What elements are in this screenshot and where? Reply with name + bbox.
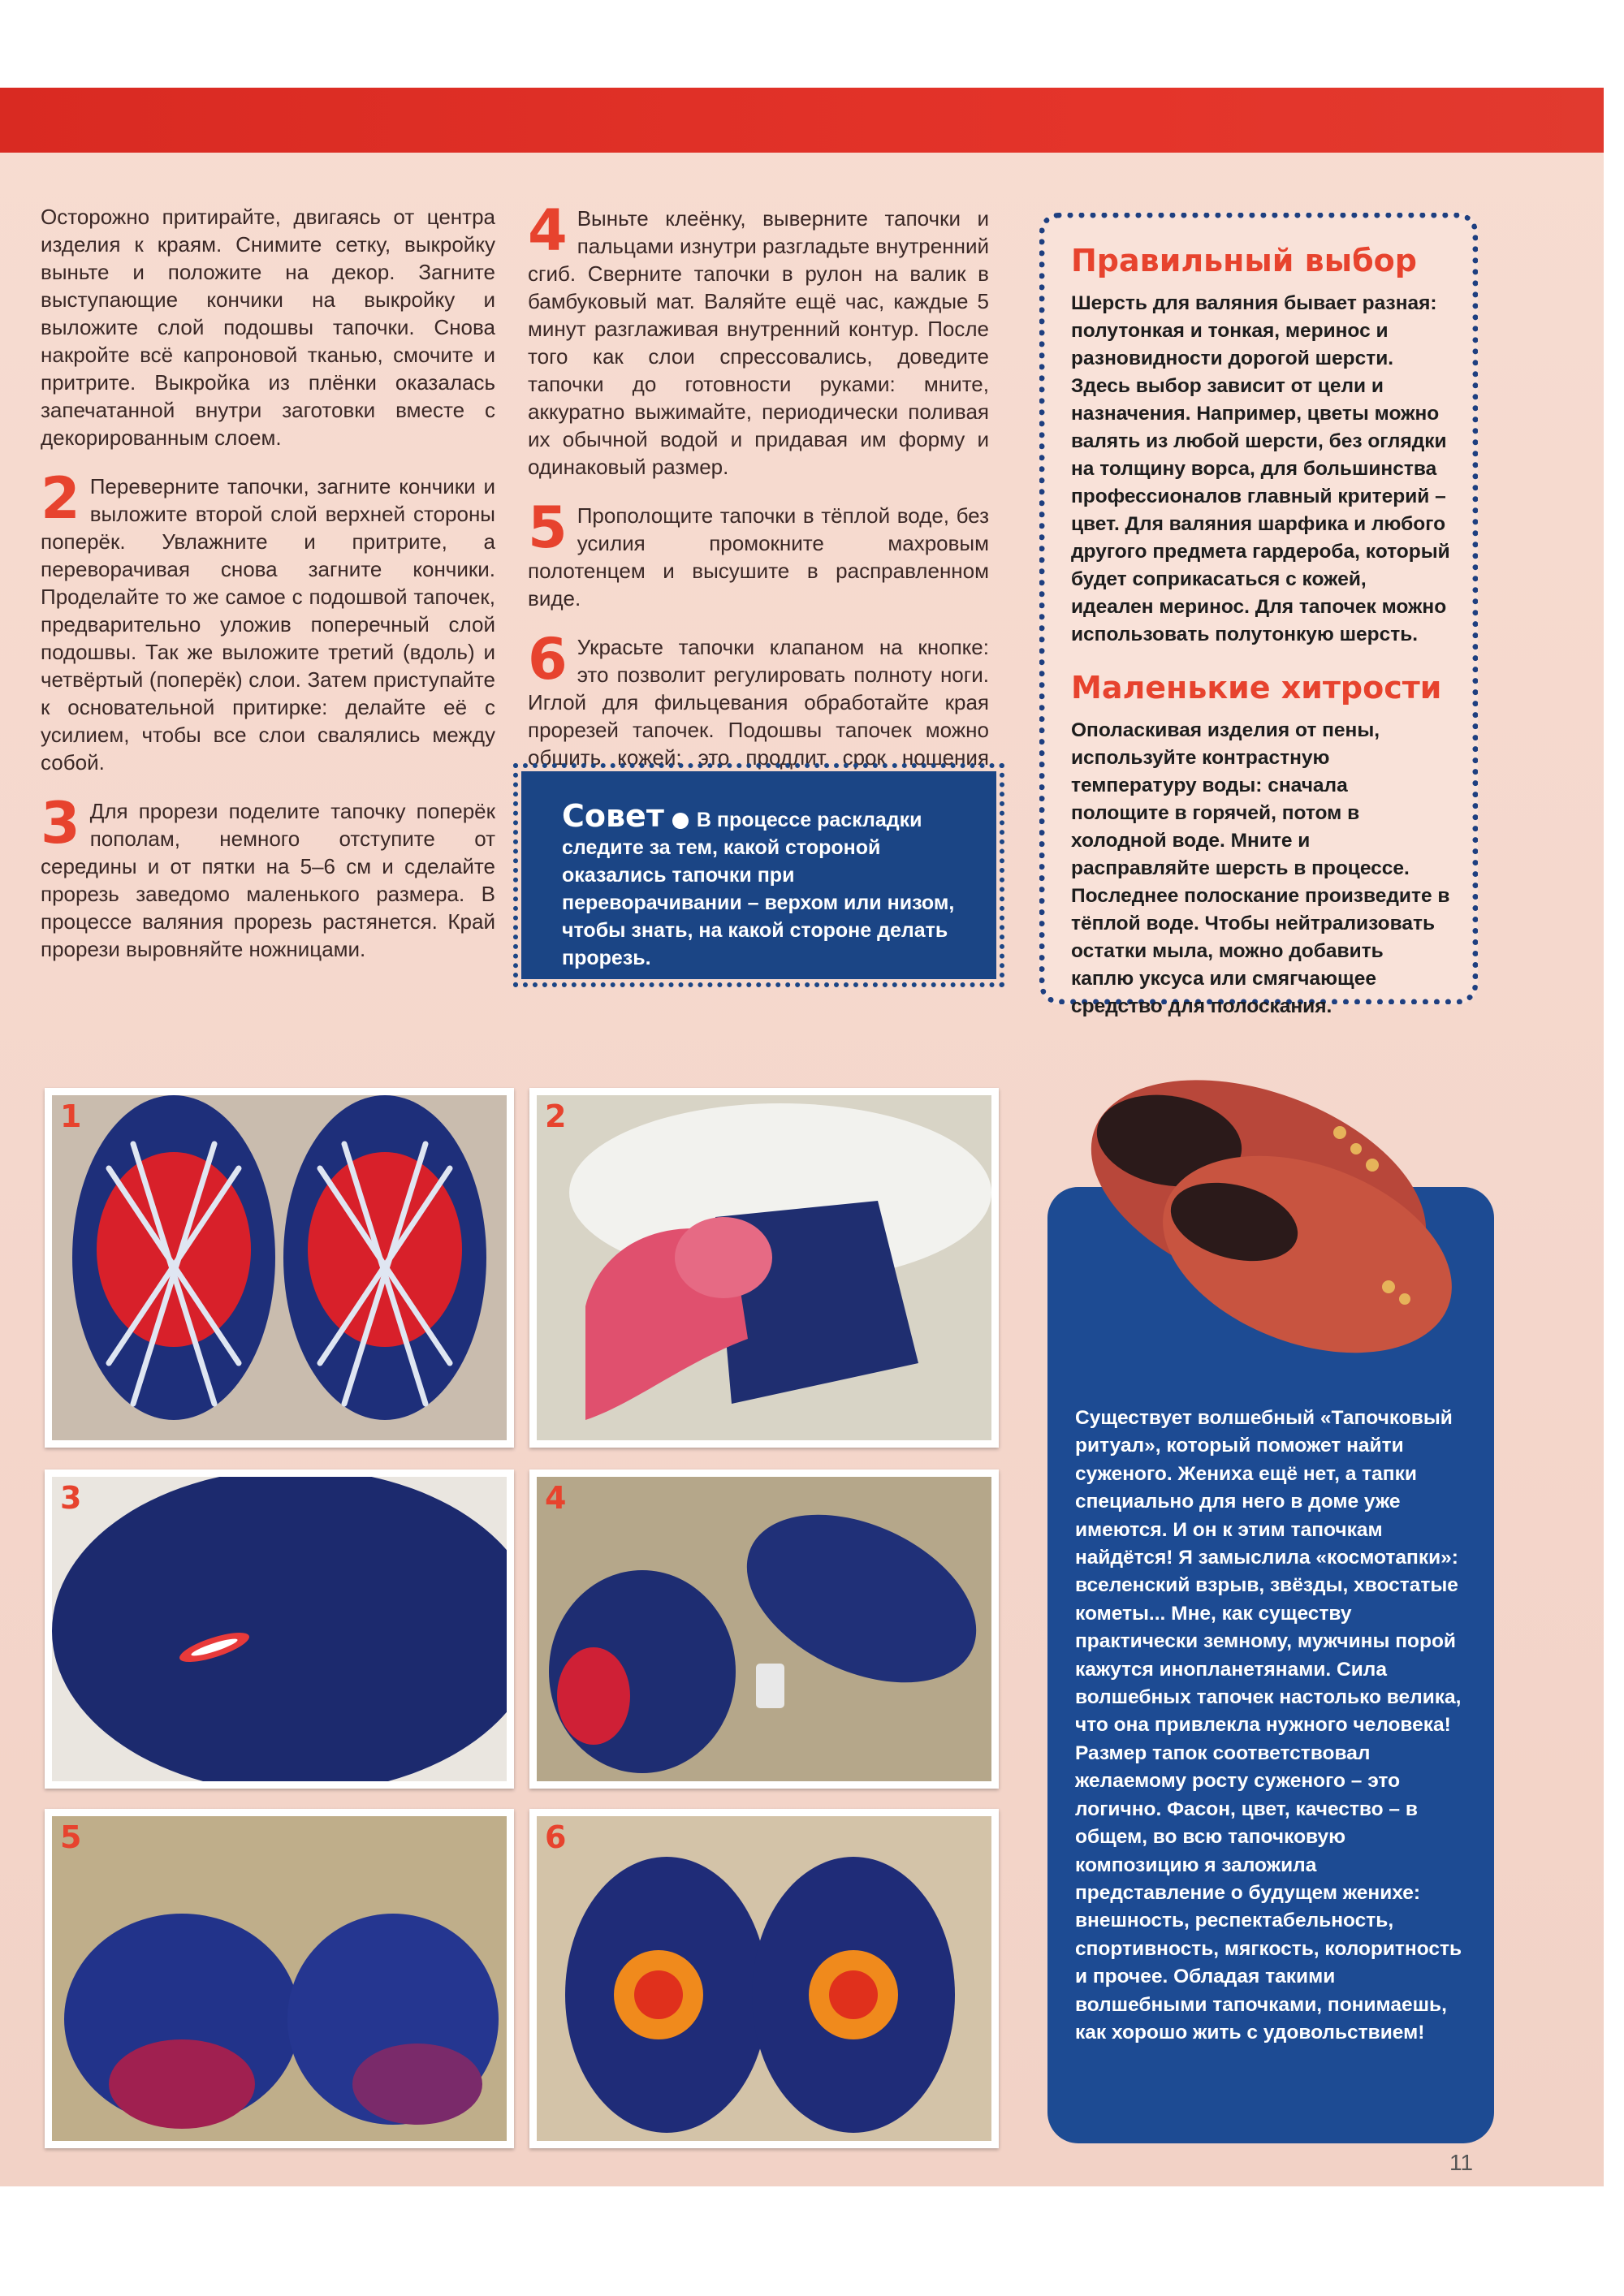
photo-number: 6	[545, 1819, 567, 1855]
tip-box	[521, 771, 996, 979]
step-3	[41, 790, 495, 963]
step-number: 4	[528, 197, 568, 264]
photo-number: 3	[60, 1480, 82, 1516]
red-slippers-image	[1072, 1019, 1478, 1376]
dried-slippers-image	[52, 1816, 507, 2141]
step-number: 6	[528, 626, 568, 693]
step-number: 5	[528, 494, 568, 561]
header-red-bar	[0, 88, 1604, 153]
photo-number: 5	[60, 1819, 82, 1855]
photo-step-6	[529, 1809, 999, 2148]
finished-slippers-image	[537, 1816, 991, 2141]
photo-step-1	[45, 1088, 514, 1448]
section-title-tricks: Маленькие хитрости	[1071, 670, 1442, 706]
step-number: 3	[41, 790, 80, 857]
step-5	[528, 494, 989, 612]
step-text: Для прорези поделите тапочку поперёк пополам, немного отступите от середины и от пятки на 5–6 см и сделайте прорезь заведомо маленького размера. В процессе валяния прорезь растянется. Край прорези выровняйте ножницами.	[41, 799, 495, 961]
left-column	[41, 203, 495, 984]
photo-number: 4	[545, 1480, 567, 1516]
step-text: Украсьте тапочки клапаном на кнопке: это позволит регулировать полноту ноги. Иглой для фильцевания обработайте края прорезей тапочек. Подошвы тапочек можно обшить кожей: это продлит срок ношения	[528, 635, 989, 770]
section-title-choice: Правильный выбор	[1071, 243, 1417, 278]
shaped-slippers-image	[537, 1477, 991, 1781]
step-2	[41, 465, 495, 776]
photo-number: 2	[545, 1098, 567, 1134]
side-info-box	[1039, 213, 1478, 1017]
step-text: Прополощите тапочки в тёплой воде, без усилия промокните махровым полотенцем и высушите в расправленном виде.	[528, 503, 989, 611]
section-text-choice: Шерсть для валяния бывает разная: полутонкая и тонкая, меринос и разновидности дорогой шерсти. Здесь выбор зависит от цели и назначения. Например, цветы можно валять из любой шерсти, без оглядки на толщину ворса, для большинства профессионалов главный критерий – цвет. Для валяния шарфика и любого другого предмета гардероба, который будет соприкасаться с кожей, идеален меринос. Для тапочек можно использовать полутонкую шерсть.	[1071, 292, 1450, 645]
step-text: Выньте клеёнку, выверните тапочки и пальцами изнутри разгладьте внутренний сгиб. Сверните тапочки в рулон на валик в бамбуковый мат. Валяйте ещё час, каждые 5 минут разглаживая внутренний контур. После того как слои спрессовались, доведите тапочки до готовности руками: мните, аккуратно выжимайте, периодически поливая их обычной водой и придавая им форму и одинаковый размер.	[528, 206, 989, 479]
tip-text: В процессе раскладки следите за тем, какой стороной оказались тапочки при переворачивании – верхом или низом, чтобы знать, на какой стороне делать прорезь.	[562, 809, 955, 969]
step-number: 2	[41, 465, 80, 532]
story-text: Существует волшебный «Тапочковый ритуал», который поможет найти суженого. Жениха ещё нет, а тапки специально для него в доме уже имеются. И он к этим тапочкам найдётся! Я замыслила «космотапки»: вселенский взрыв, звёзды, хвостатые кометы... Мне, как существу практически земному, мужчины порой кажутся инопланетянами. Сила волшебных тапочек настолько велика, что она привлекла нужного человека! Размер тапок соответствовал желаемому росту суженого – это логично. Фасон, цвет, качество – в общем, во всю тапочковую композицию я заложила представление о будущем женихе: внешность, респектабельность, спортивность, мягкость, колоритность и прочее. Обладая такими волшебными тапочками, понимаешь, как хорошо жить с удовольствием!	[1075, 1407, 1462, 2044]
step-4	[528, 197, 989, 481]
rubbing-felt-image	[537, 1095, 991, 1440]
page-number: 11	[1449, 2150, 1474, 2175]
felt-layout-image	[52, 1095, 507, 1440]
photo-step-2	[529, 1088, 999, 1448]
photo-step-4	[529, 1470, 999, 1789]
photo-number: 1	[60, 1098, 82, 1134]
slit-in-felt-image	[52, 1477, 507, 1781]
tip-title: Совет	[562, 798, 664, 834]
intro-paragraph: Осторожно притирайте, двигаясь от центра изделия к краям. Снимите сетку, выкройку выньте и положите на декор. Загните выступающие кончики на выкройку и выложите слой подошвы тапочки. Снова накройте всё капроновой тканью, смочите и притрите. Выкройка из плёнки оказалась запечатанной внутри заготовки вместе с декорированным слоем.	[41, 205, 495, 450]
step-text: Переверните тапочки, загните кончики и выложите второй слой верхней стороны поперёк. Увлажните и притрите, а переворачивая снова загните кончики. Проделайте то же самое с подошвой тапочек, предварительно уложив поперечный слой подошвы. Так же выложите третий (вдоль) и четвёртый (поперёк) слои. Затем приступайте к основательной притирке: делайте её с усилием, чтобы все слои свалялись между собой.	[41, 474, 495, 775]
middle-column	[528, 197, 989, 820]
section-text-tricks: Ополаскивая изделия от пены, используйте контрастную температуру воды: сначала полощите в горячей, потом в холодной воде. Мните и расправляйте шерсть в процессе. Последнее полоскание произведите в тёплой воде. Чтобы нейтрализовать остатки мыла, можно добавить каплю уксуса или смягчающее средство для полоскания.	[1071, 719, 1450, 1017]
photo-step-5	[45, 1809, 514, 2148]
photo-step-3	[45, 1470, 514, 1789]
bullet-icon	[672, 813, 689, 829]
